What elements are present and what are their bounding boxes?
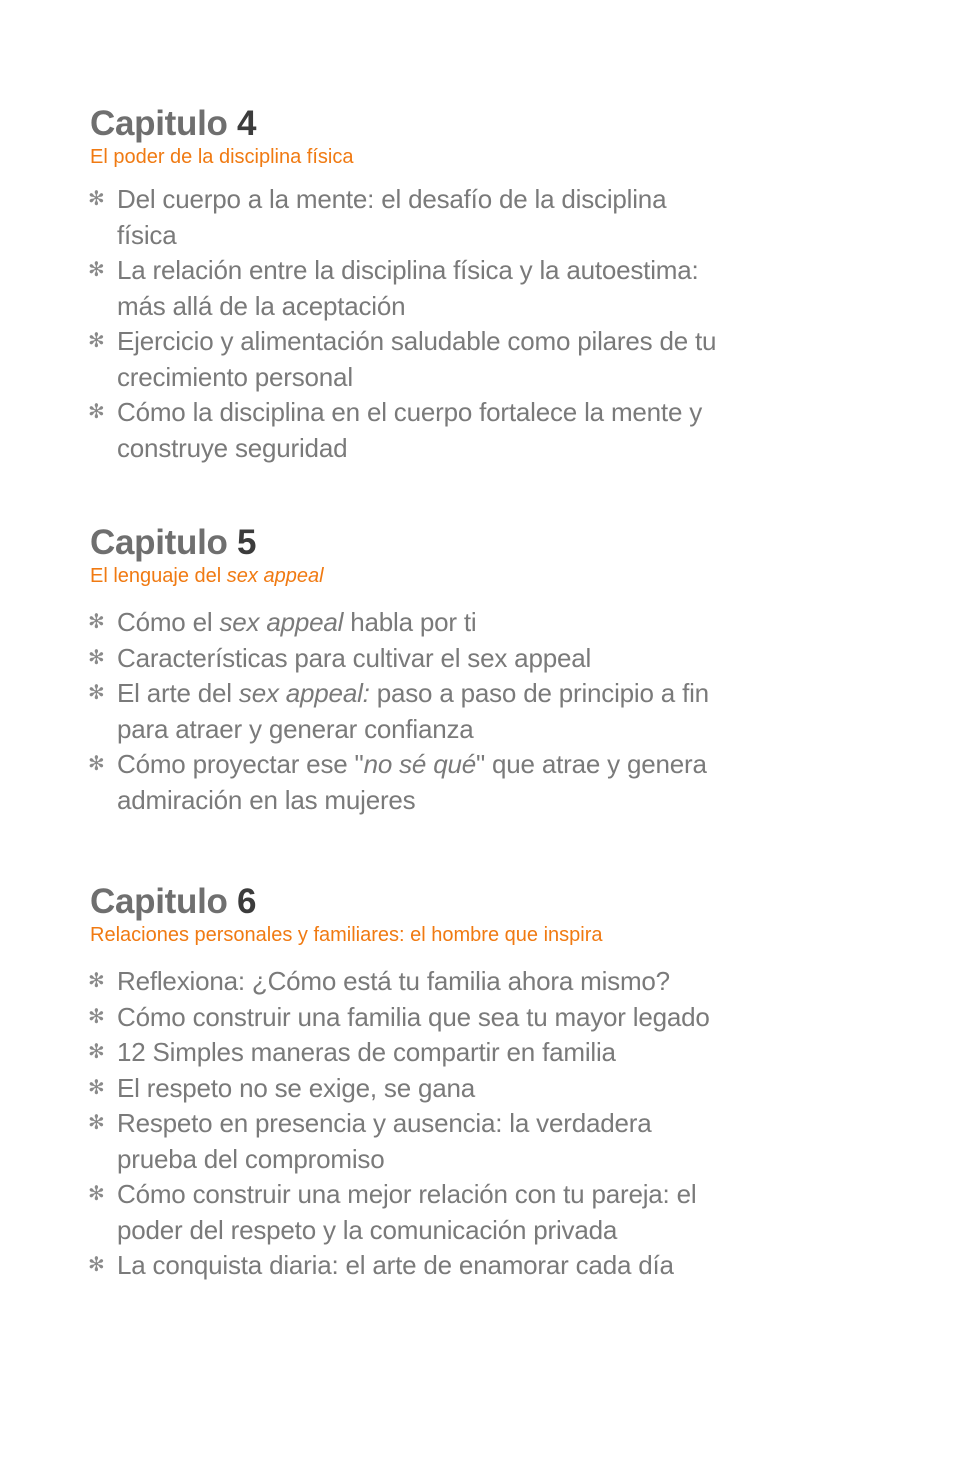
asterisk-bullet-icon: ✻ [88,401,105,423]
chapter-number: 6 [237,882,257,921]
list-item [90,1106,730,1177]
topic-emphasis: no sé qué [363,749,476,779]
chapter-title [90,104,730,144]
subtitle-emphasis: sex appeal [226,565,324,587]
chapter-title [90,882,730,922]
topic-list [90,964,730,1284]
list-item [90,1035,730,1071]
topic-text: Cómo proyectar ese " [117,749,364,779]
topic-text: El respeto no se exige, se gana [117,1072,476,1103]
topic-text: Cómo la disciplina en el cuerpo fortalece la mente y construye seguridad [117,397,703,463]
topic-text: El arte del [117,678,239,708]
topic-text: habla por ti [343,607,477,637]
topic-text: Respeto en presencia y ausencia: la verdadera prueba del compromiso [117,1108,652,1174]
asterisk-bullet-icon: ✻ [88,330,105,352]
chapter-title-word: Capitulo [90,523,228,562]
chapter-6 [90,882,730,1284]
asterisk-bullet-icon: ✻ [88,1076,105,1099]
chapter-number: 4 [237,104,257,143]
topic-text: 12 Simples maneras de compartir en familia [117,1037,616,1067]
chapter-title [90,523,730,563]
topic-text: paso a paso de principio a fin para atraer y generar confianza [117,678,709,744]
topic-text: Ejercicio y alimentación saludable como pilares de tu crecimiento personal [117,326,717,392]
asterisk-bullet-icon: ✻ [88,970,105,992]
asterisk-bullet-icon: ✻ [88,753,105,775]
list-item [90,1000,730,1036]
list-item [90,641,730,677]
chapter-subtitle: El poder de la disciplina física [90,146,354,168]
chapter-5 [90,523,730,818]
topic-text: La conquista diaria: el arte de enamorar cada día [117,1250,674,1280]
topic-text: Características para cultivar el sex appeal [117,642,592,673]
list-item [90,964,730,1000]
list-item [90,1248,730,1284]
list-item [90,182,730,253]
list-item [90,253,730,324]
asterisk-bullet-icon: ✻ [88,1183,105,1205]
asterisk-bullet-icon: ✻ [88,1005,105,1028]
asterisk-bullet-icon: ✻ [88,1112,105,1134]
list-item [90,605,730,641]
topic-text: La relación entre la disciplina física y la autoestima: más allá de la aceptación [117,255,699,321]
topic-text: Cómo el [117,607,220,637]
chapter-number: 5 [237,523,257,562]
chapter-title-word: Capitulo [90,104,228,143]
chapter-subtitle: Relaciones personales y familiares: el hombre que inspira [90,924,603,946]
topic-list [90,605,730,818]
asterisk-bullet-icon: ✻ [88,1041,105,1063]
topic-text: Cómo construir una familia que sea tu mayor legado [117,1001,710,1032]
topic-text: Reflexiona: ¿Cómo está tu familia ahora mismo? [117,966,670,996]
topic-text: Del cuerpo a la mente: el desafío de la disciplina física [117,184,667,250]
chapter-subtitle [90,563,730,589]
asterisk-bullet-icon: ✻ [88,682,105,704]
asterisk-bullet-icon: ✻ [88,1254,105,1276]
list-item [90,747,730,818]
topic-emphasis: sex appeal: [238,678,370,708]
topic-list [90,182,730,466]
list-item [90,676,730,747]
asterisk-bullet-icon: ✻ [88,611,105,633]
asterisk-bullet-icon: ✻ [88,646,105,669]
subtitle-text: El lenguaje del [90,565,227,587]
chapter-4 [90,104,730,466]
list-item [90,1177,730,1248]
chapter-title-word: Capitulo [90,882,228,921]
asterisk-bullet-icon: ✻ [88,188,105,210]
list-item [90,1071,730,1107]
topic-text: " que atrae y genera admiración en las mujeres [117,749,707,815]
topic-emphasis: sex appeal [219,607,344,637]
asterisk-bullet-icon: ✻ [88,259,105,281]
list-item [90,395,730,466]
list-item [90,324,730,395]
topic-text: Cómo construir una mejor relación con tu pareja: el poder del respeto y la comunicación privada [117,1179,697,1245]
